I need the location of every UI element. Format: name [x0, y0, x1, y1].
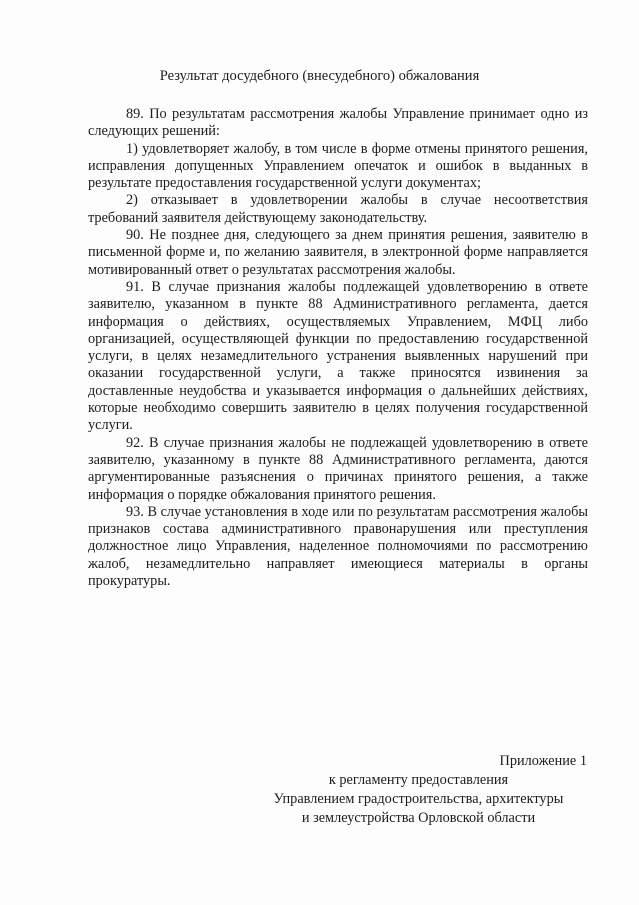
paragraph-89-item-1: 1) удовлетворяет жалобу, в том числе в форме отмены принятого решения, исправления допущенных Управлением опечаток и ошибок в выданных в результате предоставления государственной услуги документах;: [88, 140, 588, 192]
appendix-line-3: и землеустройства Орловской области: [301, 810, 536, 826]
paragraph-89-item-2: 2) отказывает в удовлетворении жалобы в случае несоответствия требований заявителя действующему законодательству.: [88, 192, 588, 226]
paragraph-93: 93. В случае установления в ходе или по результатам рассмотрения жалобы признаков состава административного правонарушения или преступления должностное лицо Управления, наделенное полномочиями по рассмотрению жалоб, незамедлительно направляет имеющиеся материалы в органы прокуратуры.: [88, 503, 588, 590]
section-title: Результат досудебного (внесудебного) обжалования: [159, 68, 480, 84]
appendix-line-1: к регламенту предоставления: [328, 772, 509, 788]
appendix-block: [250, 752, 587, 828]
document-body: [88, 106, 588, 590]
paragraph-92: 92. В случае признания жалобы не подлежащей удовлетворению в ответе заявителю, указанному в пункте 88 Административного регламента, даются аргументированные разъяснения о причинах принятого решения, а также информация о порядке обжалования принятого решения.: [88, 434, 588, 503]
paragraph-89: 89. По результатам рассмотрения жалобы Управление принимает одно из следующих решений:: [88, 106, 588, 140]
paragraph-91: 91. В случае признания жалобы подлежащей удовлетворению в ответе заявителю, указанном в пункте 88 Административного регламента, дается информация о действиях, осуществляемых Управлением, МФЦ либо организацией, осуществляющей функции по предоставлению государственной услуги, в целях незамедлительного устранения выявленных нарушений при оказании государственной услуги, а также приносятся извинения за доставленные неудобства и указывается информация о дальнейших действиях, которые необходимо совершить заявителю в целях получения государственной услуги.: [88, 278, 588, 434]
appendix-line-2: Управлением градостроительства, архитектуры: [273, 791, 564, 807]
paragraph-90: 90. Не позднее дня, следующего за днем принятия решения, заявителю в письменной форме и, по желанию заявителя, в электронной форме направляется мотивированный ответ о результатах рассмотрения жалобы.: [88, 227, 588, 278]
appendix-label: Приложение 1: [499, 753, 587, 769]
